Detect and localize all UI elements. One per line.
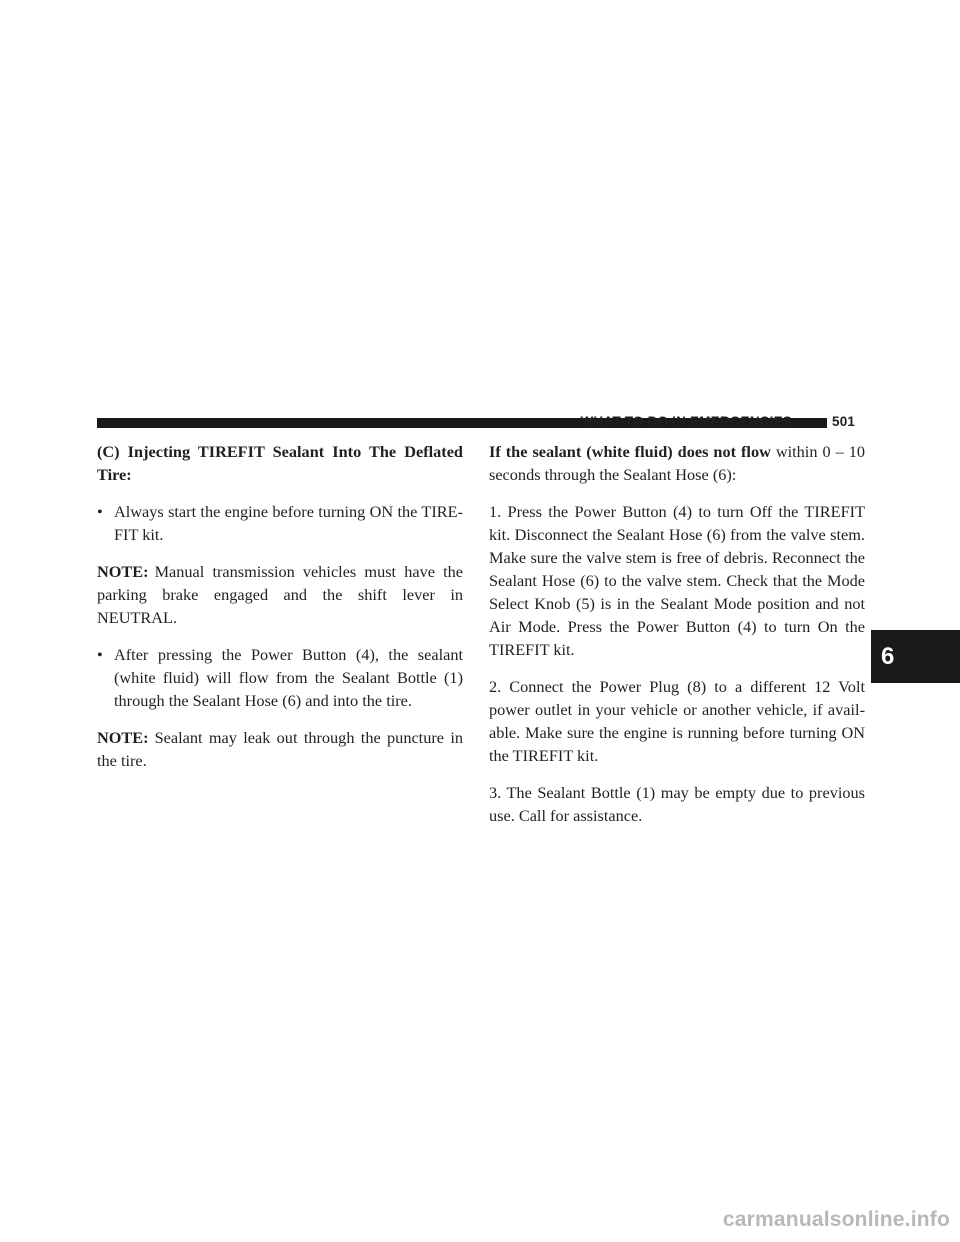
bullet-item [97, 643, 463, 712]
chapter-tab: 6 [871, 630, 960, 683]
section-title: WHAT TO DO IN EMERGENCIES [580, 414, 792, 429]
bullet-item [97, 500, 463, 546]
watermark-logo: carmanualsonline.info [722, 1208, 950, 1231]
bullet-text: After pressing the Power Button (4), the sealant (white fluid) will flow from the Sealant Bottle (1) through the Sealant Hose (6) and into the tire. [114, 645, 463, 710]
step-2: 2. Connect the Power Plug (8) to a different 12 Volt power outlet in your vehicle or another vehicle, if avail-able. Make sure the engine is running before turning ON the TIREFIT kit. [489, 677, 865, 765]
bullet-text: Always start the engine before turning ON the TIRE-FIT kit. [114, 502, 463, 544]
step-1: 1. Press the Power Button (4) to turn Off the TIREFIT kit. Disconnect the Sealant Hose (6) from the valve stem. Make sure the valve stem is free of debris. Reconnect the Sealant Hose (6) to the valve stem. Check that the Mode Select Knob (5) is in the Sealant Mode position and not Air Mode. Press the Power Button (4) to turn On the TIREFIT kit. [489, 502, 865, 659]
note-paragraph [97, 560, 463, 629]
note-label: NOTE: [97, 562, 149, 581]
note-label: NOTE: [97, 728, 149, 747]
intro-bold-text: If the sealant (white fluid) does not flow [489, 442, 771, 461]
page-number: 501 [832, 414, 856, 429]
bullet-icon: • [97, 502, 103, 521]
note-paragraph [97, 726, 463, 772]
section-heading: (C) Injecting TIREFIT Sealant Into The Deflated Tire: [97, 442, 463, 484]
note-text: Manual transmission vehicles must have the parking brake engaged and the shift lever in NEUTRAL. [97, 562, 463, 627]
bullet-icon: • [97, 645, 103, 664]
right-column [489, 440, 865, 841]
left-column [97, 440, 463, 786]
note-text: Sealant may leak out through the puncture in the tire. [97, 728, 463, 770]
intro-paragraph [489, 440, 865, 486]
step-3: 3. The Sealant Bottle (1) may be empty due to previous use. Call for assistance. [489, 783, 865, 825]
intro-text: within 0 – 10 seconds through the Sealant Hose (6): [489, 442, 865, 484]
